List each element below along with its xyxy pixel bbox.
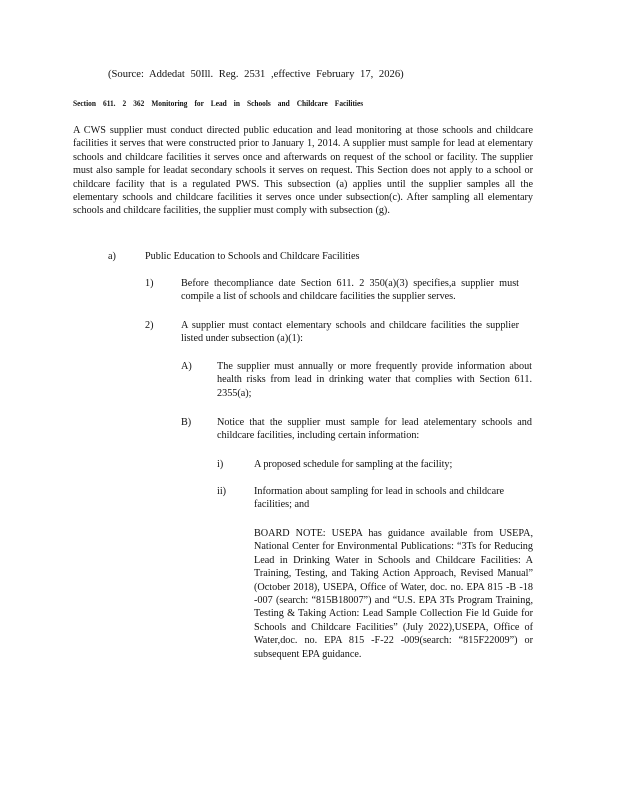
item-1-label: 1) bbox=[145, 278, 154, 289]
item-i-text: A proposed schedule for sampling at the facility; bbox=[254, 459, 453, 470]
item-B-label: B) bbox=[181, 417, 192, 428]
item-A-text: The supplier must annually or more frequently provide information about health risks from lead in drinking water that complies with Section 611. 2355(a); bbox=[217, 361, 532, 399]
item-B-text: Notice that the supplier must sample for lead atelementary schools and childcare facilities, including certain information: bbox=[217, 417, 532, 442]
item-1-text: Before thecompliance date Section 611. 2 350(a)(3) specifies,a supplier must compile a list of schools and childcare facilities the supplier serves. bbox=[181, 278, 519, 303]
subsection-a-label: a) bbox=[108, 251, 116, 262]
source-citation: (Source: Addedat 50Ill. Reg. 2531 ,effective February 17, 2026) bbox=[108, 69, 404, 80]
item-A-label: A) bbox=[181, 361, 192, 372]
board-note: BOARD NOTE: USEPA has guidance available from USEPA, National Center for Environmental Publications: “3Ts for Reducing Lead in Drinking Water in Schools and Childcare Facilities: A Training, Testing, and Taking Action Approach, Revised Manual” (October 2018), USEPA, Office of Water, doc. no. EPA 815 -B -18 -007 (search: “815B18007”) and “U.S. EPA 3Ts Program Training, Testing & Taking Action: Lead Sample Collection Fie ld Guide for Schools and Childcare Facilities” (July 2022),USEPA, Office of Water,doc. no. EPA 815 -F-22 -009(search: “815F22009”) or subsequent EPA guidance. bbox=[254, 528, 533, 660]
intro-paragraph: A CWS supplier must conduct directed public education and lead monitoring at those schools and childcare facilities it serves that were constructed prior to January 1, 2014. A supplier must sample for lead at elementary schools and childcare facilities it serves once and afterwards on request of the school or facility. The supplier must also sample for leadat secondary schools it serves on request. This Section does not apply to a school or childcare facility that is a regulated PWS. This subsection (a) applies until the supplier samples all the elementary schools and childcare facilities it serves once under subsection(c). After sampling all elementary schools and childcare facilities, the supplier must comply with subsection (g). bbox=[73, 125, 533, 217]
item-ii-text: Information about sampling for lead in schools and childcare facilities; and bbox=[254, 486, 504, 511]
subsection-a-title: Public Education to Schools and Childcare Facilities bbox=[145, 251, 360, 262]
section-heading: Section 611. 2 362 Monitoring for Lead in Schools and Childcare Facilities bbox=[73, 98, 364, 108]
item-2-text: A supplier must contact elementary schools and childcare facilities the supplier listed under subsection (a)(1): bbox=[181, 320, 519, 345]
item-i-label: i) bbox=[217, 459, 224, 470]
item-2-label: 2) bbox=[145, 320, 154, 331]
item-ii-label: ii) bbox=[217, 486, 227, 497]
